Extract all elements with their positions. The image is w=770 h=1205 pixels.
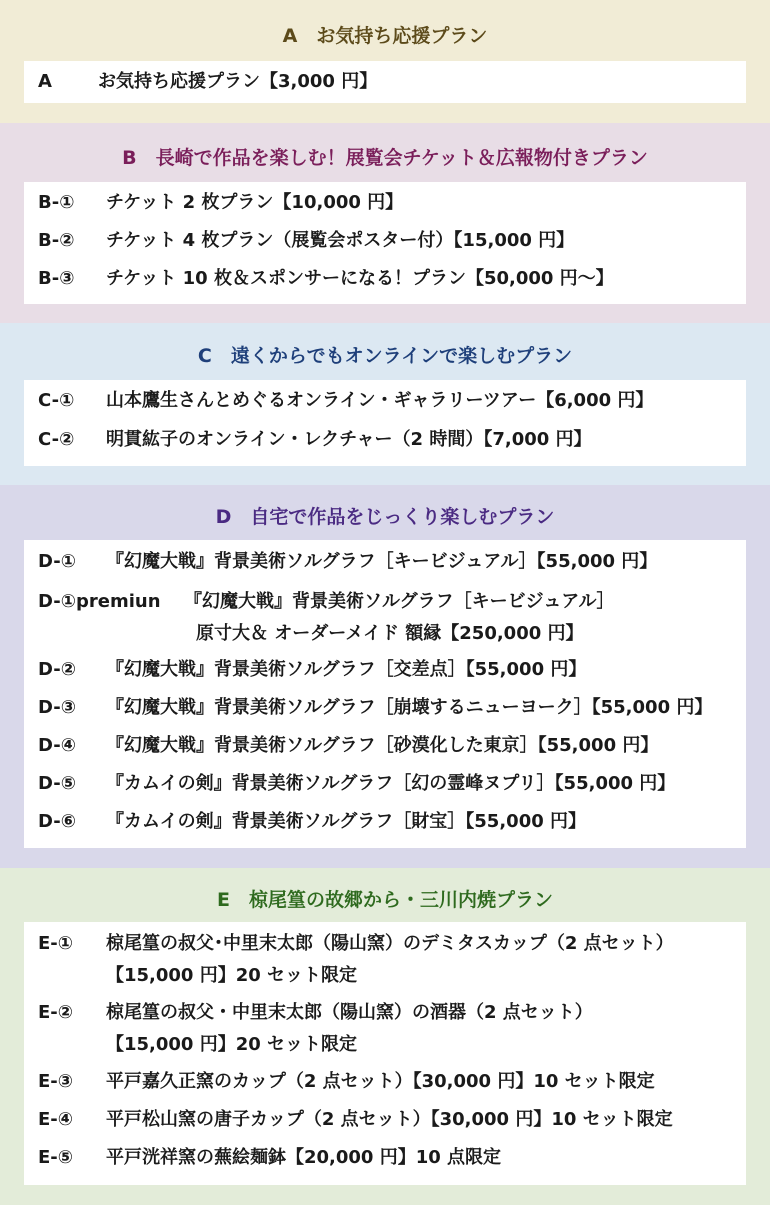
section-e (0, 868, 770, 1205)
plan-text: 平戸洸祥窯の蕪絵麺鉢【20,000 円】10 点限定 (106, 1147, 502, 1168)
plan-code: D-③ (38, 697, 76, 718)
plan-text: 『幻魔大戦』背景美術ソルグラフ［キービジュアル］【55,000 円】 (106, 551, 658, 572)
plan-code: B-③ (38, 268, 75, 289)
plan-text: チケット 4 枚プラン（展覧会ポスター付）【15,000 円】 (106, 230, 575, 251)
plan-text: 『幻魔大戦』背景美術ソルグラフ［崩壊するニューヨーク］【55,000 円】 (106, 697, 713, 718)
plan-text: 『カムイの剣』背景美術ソルグラフ［財宝］【55,000 円】 (106, 811, 587, 832)
plan-text: お気持ち応援プラン【3,000 円】 (98, 71, 378, 92)
plan-code: B-① (38, 192, 75, 213)
section-a-title: A お気持ち応援プラン (282, 25, 488, 47)
plan-code: D-④ (38, 735, 76, 756)
plan-text: チケット 2 枚プラン【10,000 円】 (106, 192, 404, 213)
plan-code: D-① (38, 551, 76, 572)
plan-text: 『幻魔大戦』背景美術ソルグラフ［交差点］【55,000 円】 (106, 659, 587, 680)
section-c (0, 323, 770, 485)
plan-code: B-② (38, 230, 75, 251)
plan-text: 山本鷹生さんとめぐるオンライン・ギャラリーツアー【6,000 円】 (106, 390, 654, 411)
plan-text: 平戸松山窯の唐子カップ（2 点セット）【30,000 円】10 セット限定 (106, 1109, 673, 1130)
plan-code: E-① (38, 933, 74, 954)
section-e-panel (24, 922, 746, 1185)
plan-code: C-② (38, 429, 75, 450)
plan-code: E-② (38, 1002, 74, 1023)
section-e-title: E 椋尾篁の故郷から・三川内焼プラン (217, 889, 553, 911)
section-a-panel (24, 61, 746, 103)
section-b-panel (24, 182, 746, 304)
section-d (0, 485, 770, 868)
plan-text: 明貫紘子のオンライン・レクチャー（2 時間）【7,000 円】 (106, 429, 592, 450)
section-b-title: B 長崎で作品を楽しむ！展覧会チケット＆広報物付きプラン (122, 147, 648, 169)
plan-code: A (38, 71, 52, 92)
plan-code: E-⑤ (38, 1147, 74, 1168)
plan-code: D-⑥ (38, 811, 76, 832)
plan-code: D-⑤ (38, 773, 76, 794)
section-d-panel (24, 540, 746, 848)
plan-text: チケット 10 枚＆スポンサーになる！プラン【50,000 円～】 (106, 268, 614, 289)
plan-code: D-② (38, 659, 76, 680)
plan-text: 『カムイの剣』背景美術ソルグラフ［幻の霊峰ヌプリ］【55,000 円】 (106, 773, 676, 794)
section-c-panel (24, 380, 746, 466)
plan-code: E-④ (38, 1109, 74, 1130)
plan-text-continued: 【15,000 円】20 セット限定 (106, 1034, 358, 1055)
plan-code: D-①premiun (38, 591, 161, 612)
plan-text-continued: 【15,000 円】20 セット限定 (106, 965, 358, 986)
plan-text: 平戸嘉久正窯のカップ（2 点セット）【30,000 円】10 セット限定 (106, 1071, 655, 1092)
plan-code: C-① (38, 390, 75, 411)
plan-text: 『幻魔大戦』背景美術ソルグラフ［砂漠化した東京］【55,000 円】 (106, 735, 659, 756)
plan-code: E-③ (38, 1071, 74, 1092)
plan-text: 椋尾篁の叔父･中里末太郎（陽山窯）のデミタスカップ（2 点セット） (106, 933, 674, 954)
section-d-title: D 自宅で作品をじっくり楽しむプラン (215, 506, 555, 528)
section-a (0, 0, 770, 123)
plan-text-continued: 原寸大＆ オーダーメイド 額縁【250,000 円】 (196, 623, 584, 644)
section-c-title: C 遠くからでもオンラインで楽しむプラン (197, 345, 573, 367)
plan-text: 椋尾篁の叔父・中里末太郎（陽山窯）の酒器（2 点セット） (106, 1002, 593, 1023)
plan-text: 『幻魔大戦』背景美術ソルグラフ［キービジュアル］ (184, 591, 615, 612)
section-b (0, 123, 770, 323)
